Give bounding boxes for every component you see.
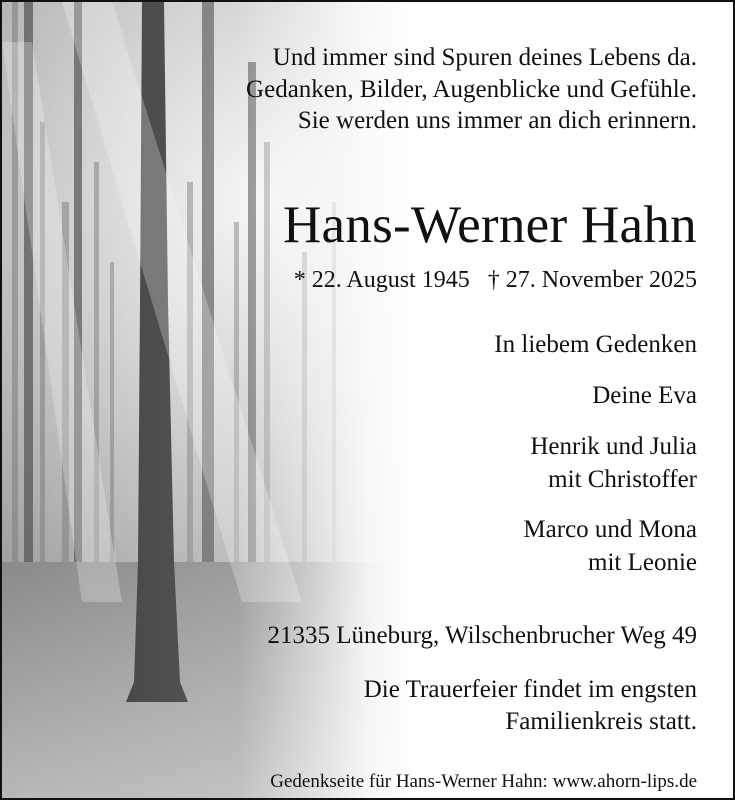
mourner-wife: Deine Eva [592, 382, 697, 409]
memorial-verse [246, 42, 697, 137]
mourner-family-1 [530, 430, 697, 496]
death-date: † 27. November 2025 [487, 267, 697, 293]
memorial-page-footer [270, 770, 697, 794]
mourner-family-2 [523, 513, 697, 579]
family-line: mit Leonie [588, 549, 697, 576]
deceased-name: Hans-Werner Hahn [282, 196, 697, 254]
ceremony-line: Familienkreis statt. [505, 708, 697, 735]
life-dates [294, 265, 697, 295]
family-line: Marco und Mona [523, 516, 697, 543]
birth-date: * 22. August 1945 [293, 267, 470, 293]
footer-label: Gedenkseite für Hans-Werner Hahn: [270, 771, 548, 792]
verse-line: Sie werden uns immer an dich erinnern. [297, 107, 697, 134]
family-line: mit Christoffer [548, 466, 697, 493]
family-line: Henrik und Julia [530, 433, 697, 460]
ceremony-notice [364, 674, 697, 738]
footer-url[interactable]: www.ahorn-lips.de [552, 771, 697, 792]
mourners-intro: In liebem Gedenken [494, 331, 697, 358]
ceremony-line: Die Trauerfeier findet im engsten [363, 676, 697, 703]
address: 21335 Lüneburg, Wilschenbrucher Weg 49 [267, 622, 697, 649]
verse-line: Gedanken, Bilder, Augenblicke und Gefühle. [246, 75, 697, 103]
verse-line: Und immer sind Spuren deines Lebens da. [272, 44, 697, 71]
